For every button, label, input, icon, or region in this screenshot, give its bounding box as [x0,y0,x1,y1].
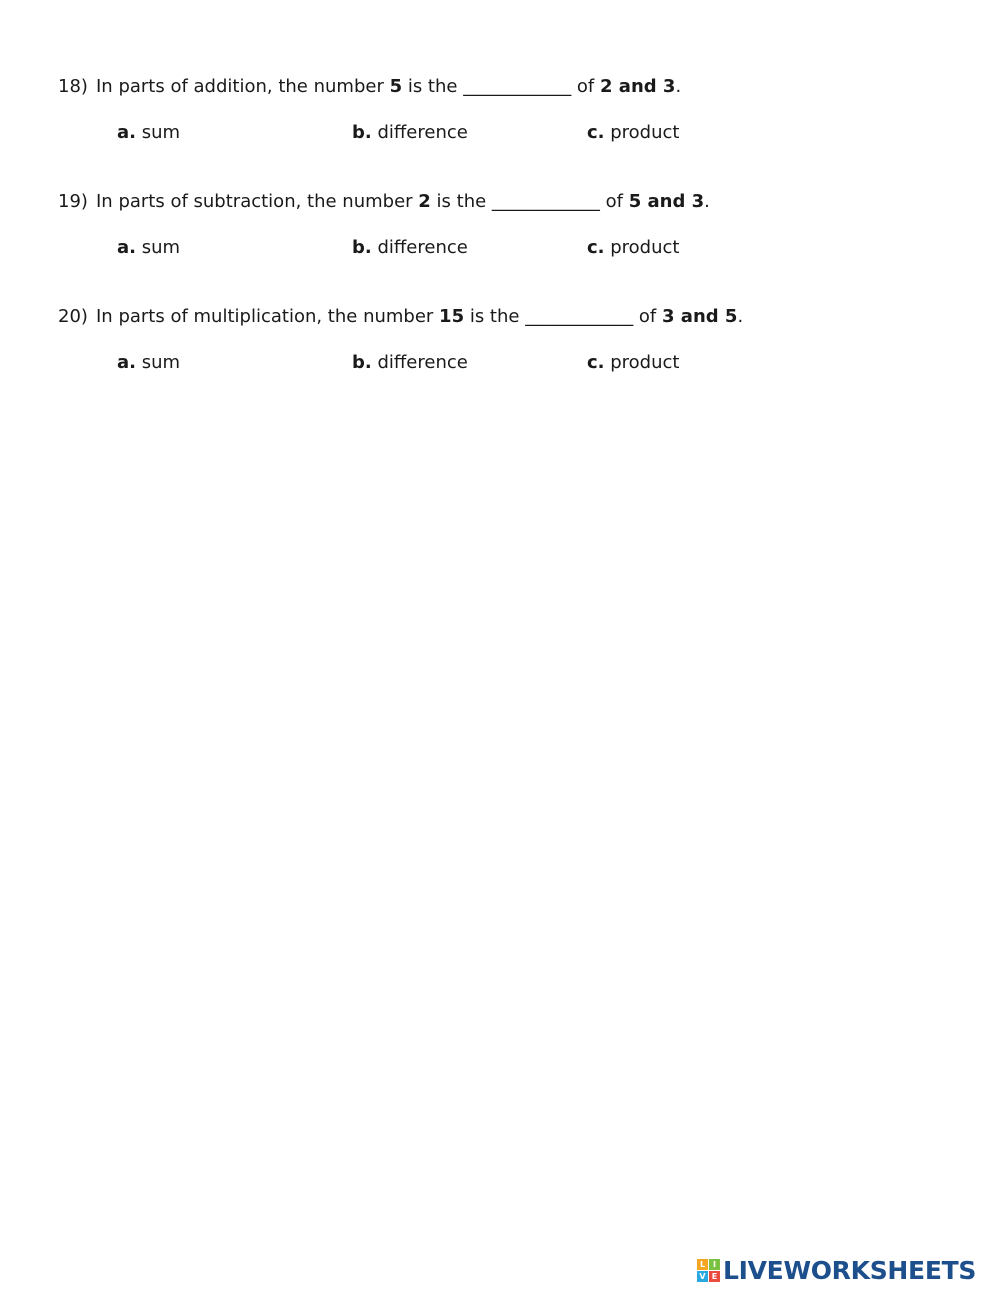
option-letter: a. [117,122,136,143]
logo-tile-v: V [697,1271,708,1282]
question-text-before: In parts of addition, the number [96,76,390,97]
question-text-end: . [737,306,744,327]
logo-tile-l: L [697,1259,708,1270]
option-b[interactable] [352,235,468,261]
question-text-end: . [675,76,682,97]
logo-tile-e: E [709,1271,720,1282]
question-bold-operands: 3 and 5 [662,306,738,327]
option-letter: b. [352,237,372,258]
option-text: sum [135,122,181,143]
option-text: difference [371,122,468,143]
option-text: product [604,237,680,258]
option-text: product [604,122,680,143]
question-number: 20) [58,306,88,327]
options-row [58,350,958,376]
option-letter: c. [587,352,605,373]
question-text-before: In parts of subtraction, the number [96,191,419,212]
option-a[interactable] [117,235,180,261]
question-text-middle: is the ____________ of [464,306,662,327]
options-row [58,120,958,146]
question-bold-number: 2 [418,191,431,212]
option-c[interactable] [587,235,679,261]
question-bold-operands: 5 and 3 [628,191,705,212]
question-20 [58,304,958,376]
question-bold-number: 5 [389,76,403,97]
option-letter: b. [352,352,372,373]
question-19 [58,189,958,261]
option-a[interactable] [117,120,180,146]
option-letter: a. [117,352,136,373]
option-c[interactable] [587,120,679,146]
option-text: sum [135,352,181,373]
options-row [58,235,958,261]
question-text [58,189,958,215]
logo-tile-i: I [709,1259,720,1270]
question-text [58,304,958,330]
question-number: 18) [58,76,88,97]
option-text: sum [135,237,181,258]
question-text-middle: is the ____________ of [430,191,629,212]
option-letter: c. [587,237,605,258]
option-b[interactable] [352,350,468,376]
option-c[interactable] [587,350,679,376]
brand-wordmark: LIVEWORKSHEETS [723,1255,977,1285]
question-bold-number: 15 [439,306,465,327]
option-b[interactable] [352,120,468,146]
question-text-before: In parts of multiplication, the number [96,306,440,327]
question-text-end: . [704,191,710,212]
option-letter: c. [587,122,605,143]
question-bold-operands: 2 and 3 [600,76,676,97]
option-letter: b. [352,122,372,143]
option-a[interactable] [117,350,180,376]
question-text-middle: is the ____________ of [402,76,600,97]
option-text: difference [371,352,468,373]
option-text: product [604,352,680,373]
question-text [58,74,958,100]
question-18 [58,74,958,146]
liveworksheets-brand [697,1254,976,1286]
option-letter: a. [117,237,136,258]
option-text: difference [371,237,468,258]
question-number: 19) [58,191,88,212]
live-logo-icon [697,1259,720,1282]
